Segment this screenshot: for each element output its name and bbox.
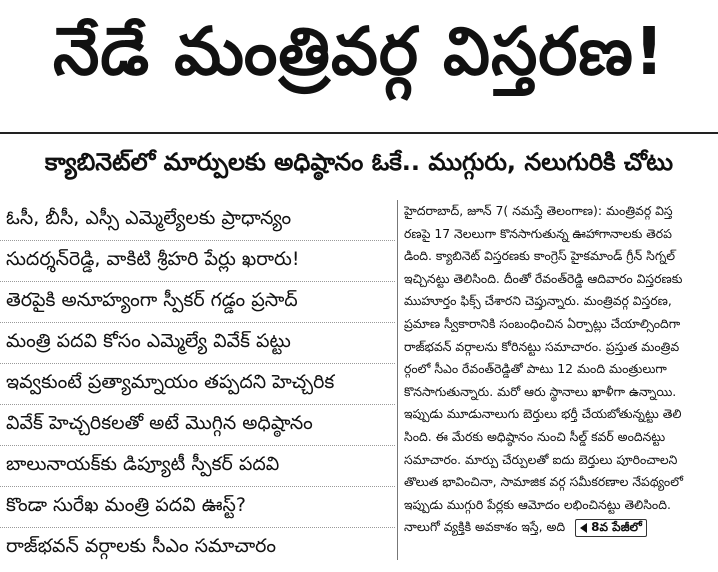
article-line: నాలుగో వ్యక్తికి అవకాశం ఇస్తే, అది [404,519,566,535]
article-line: ఇప్పుడు ముగ్గురి పేర్లకు ఆమోదం లభించినట్టు తెలిసింది. [404,496,671,512]
article-line: ఇచ్చినట్టు తెలిసింది. దీంతో రేవంత్‌రెడ్డి ఆదివారం విస్తరణకు [404,270,683,286]
article-line: రాజ్‌భవన్ వర్గాలను కోరినట్టు సమాచారం. ప్రస్తుత మంత్రివ [404,338,680,354]
continued-label: 8వ పేజీలో [591,520,642,535]
article-line: రణపై 17 నెలలుగా కొనసాగుతున్న ఊహాగానాలకు తెరప [404,225,672,241]
article-line: ఇప్పుడు మూడునాలుగు బెర్తులు భర్తీ చేయబోతున్నట్టు తెలి [404,406,682,422]
article-line: ప్రమాణ స్వీకారానికి సంబంధించిన ఏర్పాట్లు చేయాల్సిందిగా [404,315,681,331]
highlight-item: కొండా సురేఖ మంత్రి పదవి ఊస్ట్? [0,487,395,528]
pointer-arrow-icon [580,523,587,533]
article-line: సింది. ఈ మేరకు అధిష్ఠానం నుంచి సీల్డ్ కవర్ అందినట్టు [404,428,666,444]
subheadline: క్యాబినెట్‌లో మార్పులకు అధిష్ఠానం ఓకే.. ముగ్గురు, నలుగురికి చోటు [44,148,674,176]
highlight-item: తెరపైకి అనూహ్యంగా స్పీకర్ గడ్డం ప్రసాద్ [0,282,395,323]
highlight-item: రాజ్‌భవన్ వర్గాలకు సీఎం సమాచారం [6,535,277,557]
headline: నేడే మంత్రివర్గ విస్తరణ! [52,12,666,90]
continued-on-page-link[interactable] [575,519,647,537]
column-divider [397,200,398,560]
article-line: సమాచారం. మార్పు చేర్పులతో ఐదు బెర్తులు పూరించాలని [404,451,678,467]
highlight-item: సుదర్శన్‌రెడ్డి, వాకిటి శ్రీహరి పేర్లు ఖరారు! [0,241,395,282]
highlight-item: మంత్రి పదవి కోసం ఎమ్మెల్యే వివేక్ పట్టు [0,323,395,364]
highlight-item: వివేక్ హెచ్చరికలతో అటే మొగ్గిన అధిష్ఠానం [0,405,395,446]
article-line: ర్గంలో సీఎం రేవంత్‌రెడ్డితో పాటు 12 మంది మంత్రులుగా [404,361,667,377]
article-body [404,200,714,570]
highlight-item: బాలునాయక్‌కు డిప్యూటీ స్పీకర్ పదవి [0,446,395,487]
article-line: తొలుత భావించినా, సామాజిక వర్గ సమీకరణాల నేపథ్యంలో [404,474,683,490]
article-line: కొనసాగుతున్నారు. మరో ఆరు స్థానాలు ఖాళీగా ఉన్నాయి. [404,383,677,399]
article-line: ముహూర్తం ఫిక్స్ చేశారని చెప్తున్నారు. మంత్రివర్గ విస్తరణ, [404,293,672,309]
highlights-column [0,200,395,572]
article-line: డింది. క్యాబినెట్ విస్తరణకు కాంగ్రెస్ హైకమాండ్ గ్రీన్ సిగ్నల్ [404,248,676,264]
article-line: హైదరాబాద్, జూన్ 7( నమస్తే తెలంగాణ): మంత్రివర్గ విస్త [404,203,673,218]
article-last-line [404,516,714,539]
divider-rule [0,132,718,134]
highlight-item: ఇవ్వకుంటే ప్రత్యామ్నాయం తప్పదని హెచ్చరిక [0,364,395,405]
highlight-item: ఓసీ, బీసీ, ఎస్సీ ఎమ్మెల్యేలకు ప్రాధాన్యం [0,200,395,241]
